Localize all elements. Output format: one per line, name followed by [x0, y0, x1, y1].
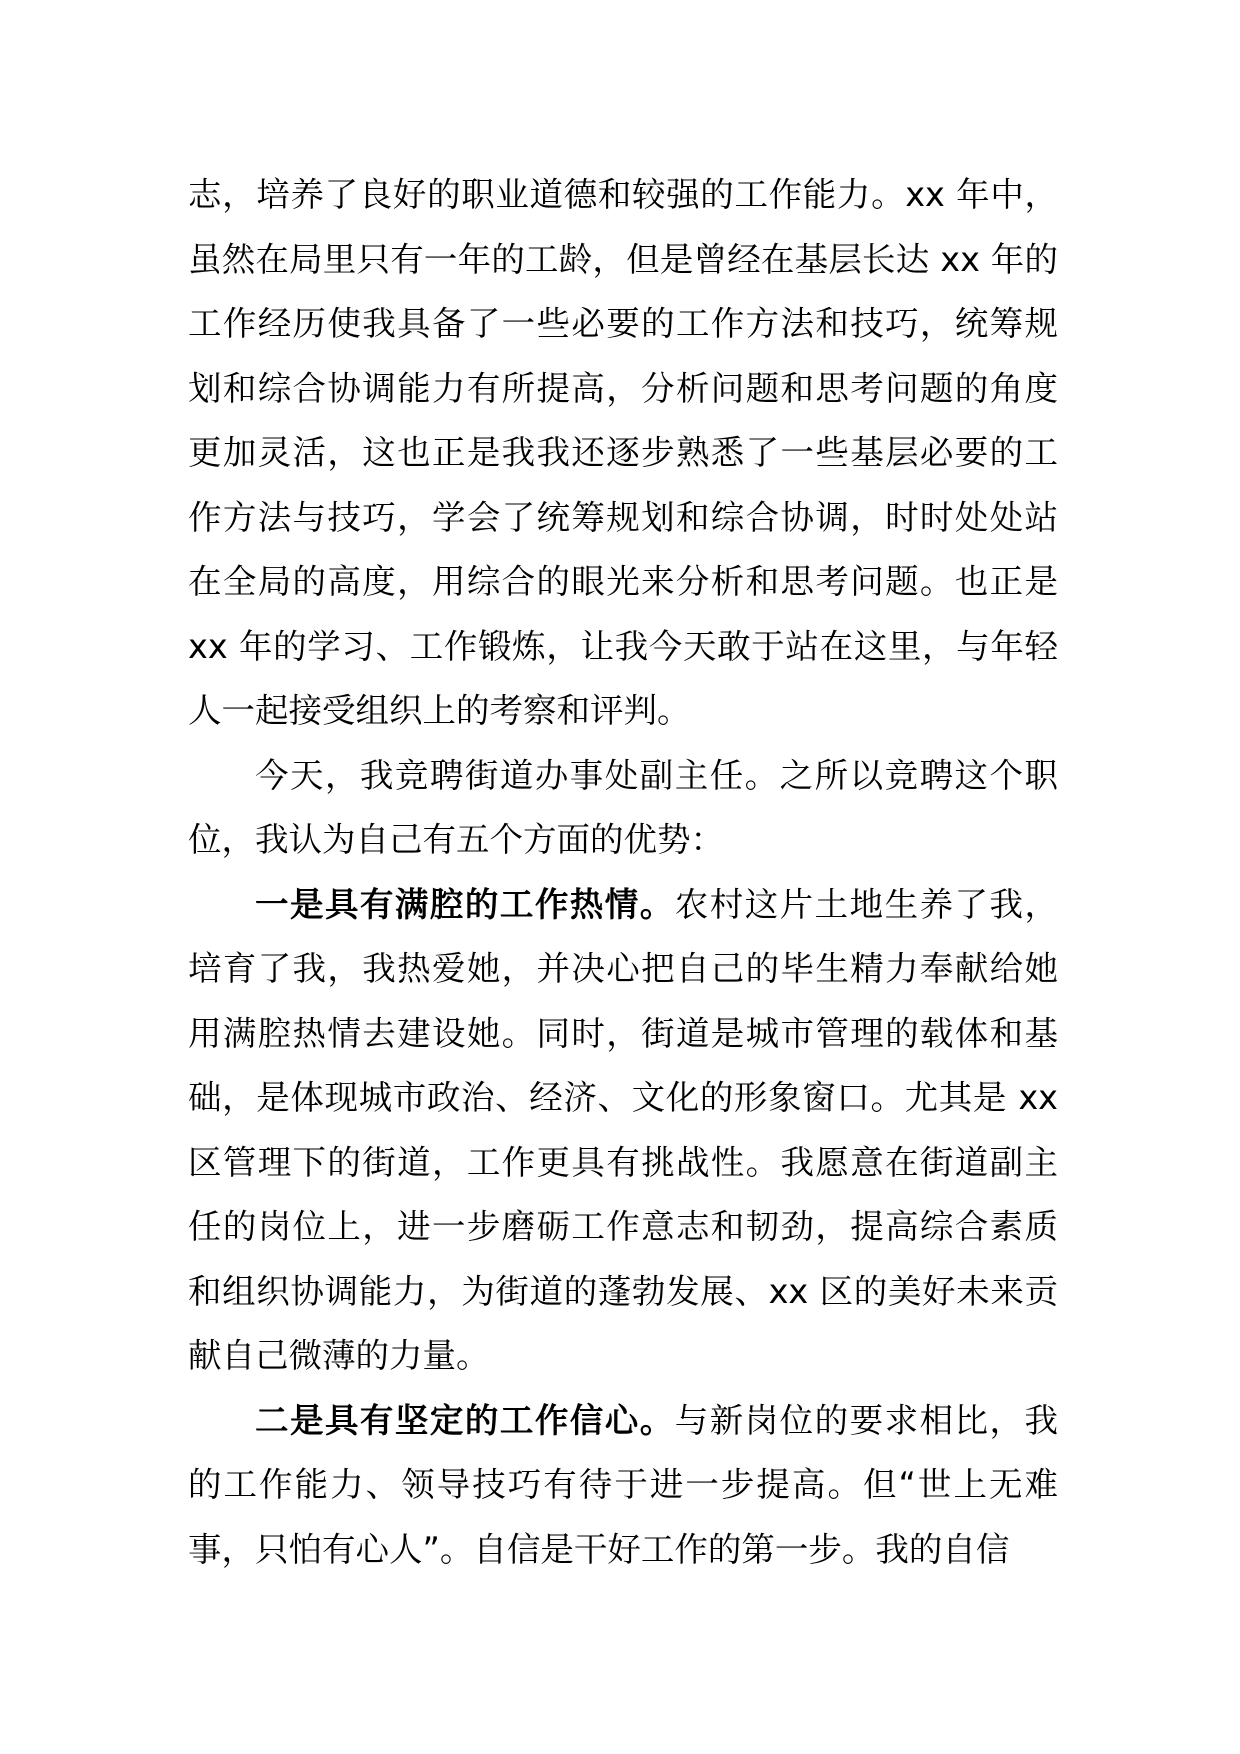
paragraph-3-lead: 一是具有满腔的工作热情。 [255, 884, 675, 924]
paragraph-1-text: 志，培养了良好的职业道德和较强的工作能力。xx 年中，虽然在局里只有一年的工龄，但是曾经在基层长达 xx 年的工作经历使我具备了一些必要的工作方法和技巧，统筹规划和综合协调能力有所提高，分析问题和思考问题的角度更加灵活，这也正是我我还逐步熟悉了一些基层必要的工作方法与技巧，学会了统筹规划和综合协调，时时处处站在全局的高度，用综合的眼光来分析和思考问题。也正是 xx 年的学习、工作锻炼，让我今天敢于站在这里，与年轻人一起接受组织上的考察和评判。 [188, 175, 1058, 730]
paragraph-4 [188, 1389, 1058, 1583]
paragraph-1 [188, 163, 1058, 744]
paragraph-2-text: 今天，我竞聘街道办事处副主任。之所以竞聘这个职位，我认为自己有五个方面的优势： [188, 755, 1058, 859]
paragraph-4-lead: 二是具有坚定的工作信心。 [255, 1400, 675, 1440]
paragraph-2 [188, 744, 1058, 873]
paragraph-3 [188, 873, 1058, 1389]
paragraph-4-text: 与新岗位的要求相比，我的工作能力、领导技巧有待于进一步提高。但“世上无难事，只怕有心人”。自信是干好工作的第一步。我的自信 [188, 1400, 1059, 1569]
paragraph-3-text: 农村这片土地生养了我，培育了我，我热爱她，并决心把自己的毕生精力奉献给她用满腔热情去建设她。同时，街道是城市管理的载体和基础，是体现城市政治、经济、文化的形象窗口。尤其是 xx 区管理下的街道，工作更具有挑战性。我愿意在街道副主任的岗位上，进一步磨砺工作意志和韧劲，提高综合素质和组织协调能力，为街道的蓬勃发展、xx 区的美好未来贡献自己微薄的力量。 [188, 884, 1059, 1375]
document-body [188, 163, 1058, 1582]
